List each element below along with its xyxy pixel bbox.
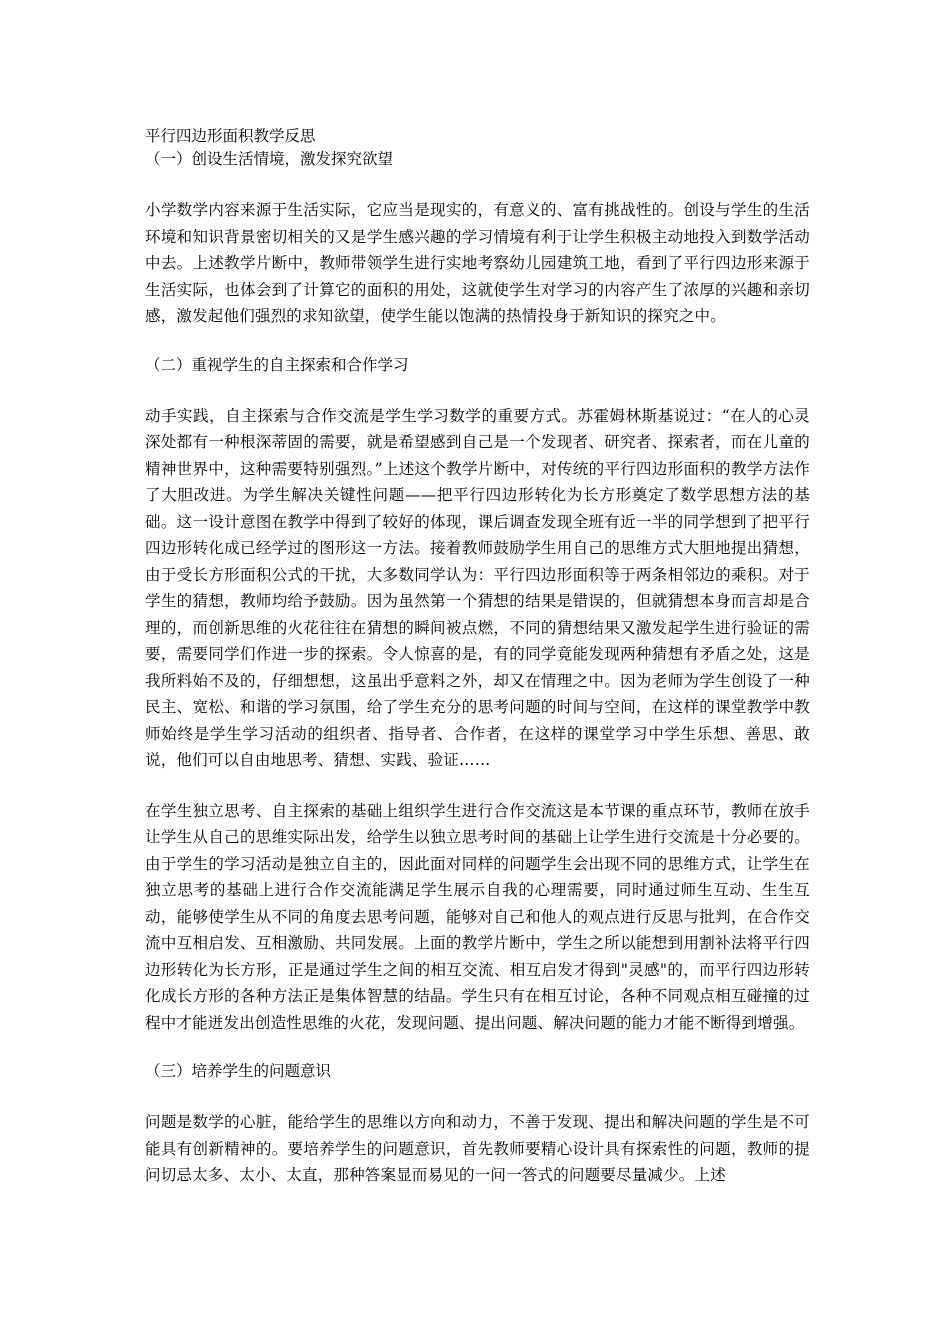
- section-heading-2: （二）重视学生的自主探索和合作学习: [145, 355, 409, 374]
- spacer: [145, 1036, 810, 1060]
- spacer: [145, 330, 810, 354]
- paragraph: 小学数学内容来源于生活实际，它应当是现实的，有意义的、富有挑战性的。创设与学生的生活环境和知识背景密切相关的又是学生感兴趣的学习情境有利于让学生积极主动地投入到数学活动中去。上述教学片断中，教师带领学生进行实地考察幼儿园建筑工地，看到了平行四边形来源于生活实际，也体会到了计算它的面积的用处，这就使学生对学习的内容产生了浓厚的兴趣和亲切感，激发起他们强烈的求知欲望，使学生能以饱满的热情投身于新知识的探究之中。: [145, 201, 810, 325]
- paragraph: 动手实践，自主探索与合作交流是学生学习数学的重要方式。苏霍姆林斯基说过：“在人的心灵深处都有一种根深蒂固的需要，就是希望感到自己是一个发现者、研究者、探索者，而在儿童的精神世界中，这种需要特别强烈。”上述这个教学片断中，对传统的平行四边形面积的教学方法作了大胆改进。为学生解决关键性问题——把平行四边形转化为长方形奠定了数学思想方法的基础。这一设计意图在教学中得到了较好的体现，课后调查发现全班有近一半的同学想到了把平行四边形转化成已经学过的图形这一方法。接着教师鼓励学生用自己的思维方式大胆地提出猜想，由于受长方形面积公式的干扰，大多数同学认为：平行四边形面积等于两条相邻边的乘积。对于学生的猜想，教师均给予鼓励。因为虽然第一个猜想的结果是错误的，但就猜想本身而言却是合理的，而创新思维的火花往往在猜想的瞬间被点燃，不同的猜想结果又激发起学生进行验证的需要，需要同学们作进一步的探索。令人惊喜的是，有的同学竟能发现两种猜想有矛盾之处，这是我所料始不及的，仔细想想，这虽出乎意料之外，却又在情理之中。因为老师为学生创设了一种民主、宽松、和谐的学习氛围，给了学生充分的思考问题的时间与空间，在这样的课堂教学中教师始终是学生学习活动的组织者、指导者、合作者，在这样的课堂学习中学生乐想、善思、敢说，他们可以自由地思考、猜想、实践、验证……: [145, 406, 810, 769]
- section-heading-1: （一）创设生活情境，激发探究欲望: [145, 150, 394, 168]
- paragraph: 问题是数学的心脏，能给学生的思维以方向和动力，不善于发现、提出和解决问题的学生是不可能具有创新精神的。要培养学生的问题意识，首先教师要精心设计具有探索性的问题，教师的提问切忌太多、太小、太直，那种答案显而易见的一问一答式的问题要尽量减少。上述: [145, 1113, 810, 1184]
- paragraph: 在学生独立思考、自主探索的基础上组织学生进行合作交流这是本节课的重点环节，教师在放手让学生从自己的思维实际出发，给学生以独立思考时间的基础上让学生进行交流是十分必要的。由于学生的学习活动是独立自主的，因此面对同样的问题学生会出现不同的思维方式，让学生在独立思考的基础上进行合作交流能满足学生展示自我的心理需要，同时通过师生互动、生生互动，能够使学生从不同的角度去思考问题，能够对自己和他人的观点进行反思与批判，在合作交流中互相启发、互相激励、共同发展。上面的教学片断中，学生之所以能想到用割补法将平行四边形转化为长方形，正是通过学生之间的相互交流、相互启发才得到"灵感"的，而平行四边形转化成长方形的各种方法正是集体智慧的结晶。学生只有在相互讨论，各种不同观点相互碰撞的过程中才能迸发出创造性思维的火花，发现问题、提出问题、解决问题的能力才能不断得到增强。: [145, 801, 810, 1032]
- document-title: 平行四边形面积教学反思: [145, 127, 316, 145]
- section-heading-3: （三）培养学生的问题意识: [145, 1062, 332, 1080]
- spacer: [145, 171, 810, 197]
- spacer: [145, 774, 810, 798]
- spacer: [145, 1083, 810, 1109]
- document-page: [145, 125, 810, 1340]
- spacer: [145, 377, 810, 403]
